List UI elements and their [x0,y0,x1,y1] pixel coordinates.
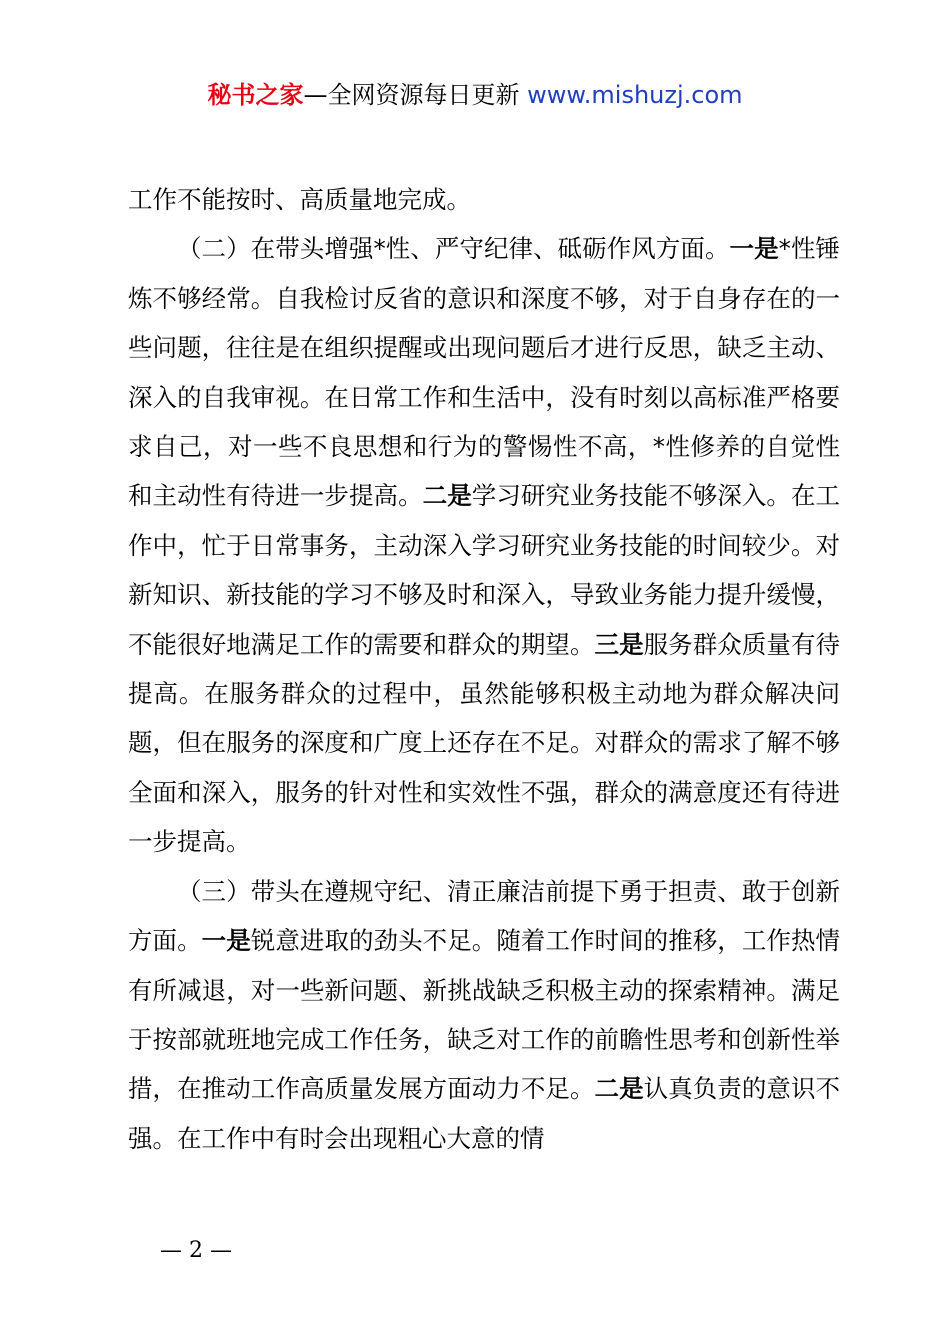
point-marker: 三是 [594,629,644,659]
section-heading: （三）带头在遵规守纪、清正廉洁前提下勇于担责、敢于创新方面。 [128,876,840,956]
site-header [0,78,950,112]
point-text: 认真负责的意识不强。在工作中有时会出现粗心大意的情 [128,1074,840,1153]
site-brand: 秘书之家 [207,81,304,109]
point-text: *性锤炼不够经常。自我检讨反省的意识和深度不够，对于自身存在的一些问题，往往是在组织提醒或出现问题后才进行反思，缺乏主动、深入的自我审视。在日常工作和生活中，没有时刻以高标准严格要求自己，对一些不良思想和行为的警惕性不高，*性修养的自觉性和主动性有待进一步提高。 [128,234,841,511]
point-marker: 二是 [594,1074,644,1104]
point-text: 服务群众质量有待提高。在服务群众的过程中，虽然能够积极主动地为群众解决问题，但在服务的深度和广度上还存在不足。对群众的需求了解不够全面和深入，服务的针对性和实效性不强，群众的满意度还有待进一步提高。 [128,629,840,857]
point-marker: 一是 [729,234,779,264]
document-body [128,175,840,1163]
point-marker: 二是 [422,481,472,511]
paragraph-section-3 [128,867,840,1163]
point-marker: 一是 [201,926,251,956]
section-heading: （二）在带头增强*性、严守纪律、砥砺作风方面。 [177,234,730,264]
site-tagline: —全网资源每日更新 [303,81,528,109]
paragraph-text: 工作不能按时、高质量地完成。 [128,185,471,214]
site-url: www.mishuzj.com [527,81,743,109]
paragraph-continuation [128,175,840,224]
point-text: 学习研究业务技能不够深入。在工作中，忙于日常事务，主动深入学习研究业务技能的时间较少。对新知识、新技能的学习不够及时和深入，导致业务能力提升缓慢，不能很好地满足工作的需要和群众的期望。 [128,481,841,659]
point-text: 锐意进取的劲头不足。随着工作时间的推移，工作热情有所减退，对一些新问题、新挑战缺乏积极主动的探索精神。满足于按部就班地完成工作任务，缺乏对工作的前瞻性思考和创新性举措，在推动工作高质量发展方面动力不足。 [128,926,841,1104]
paragraph-section-2 [128,224,840,866]
page-number: — 2 — [160,1238,232,1263]
